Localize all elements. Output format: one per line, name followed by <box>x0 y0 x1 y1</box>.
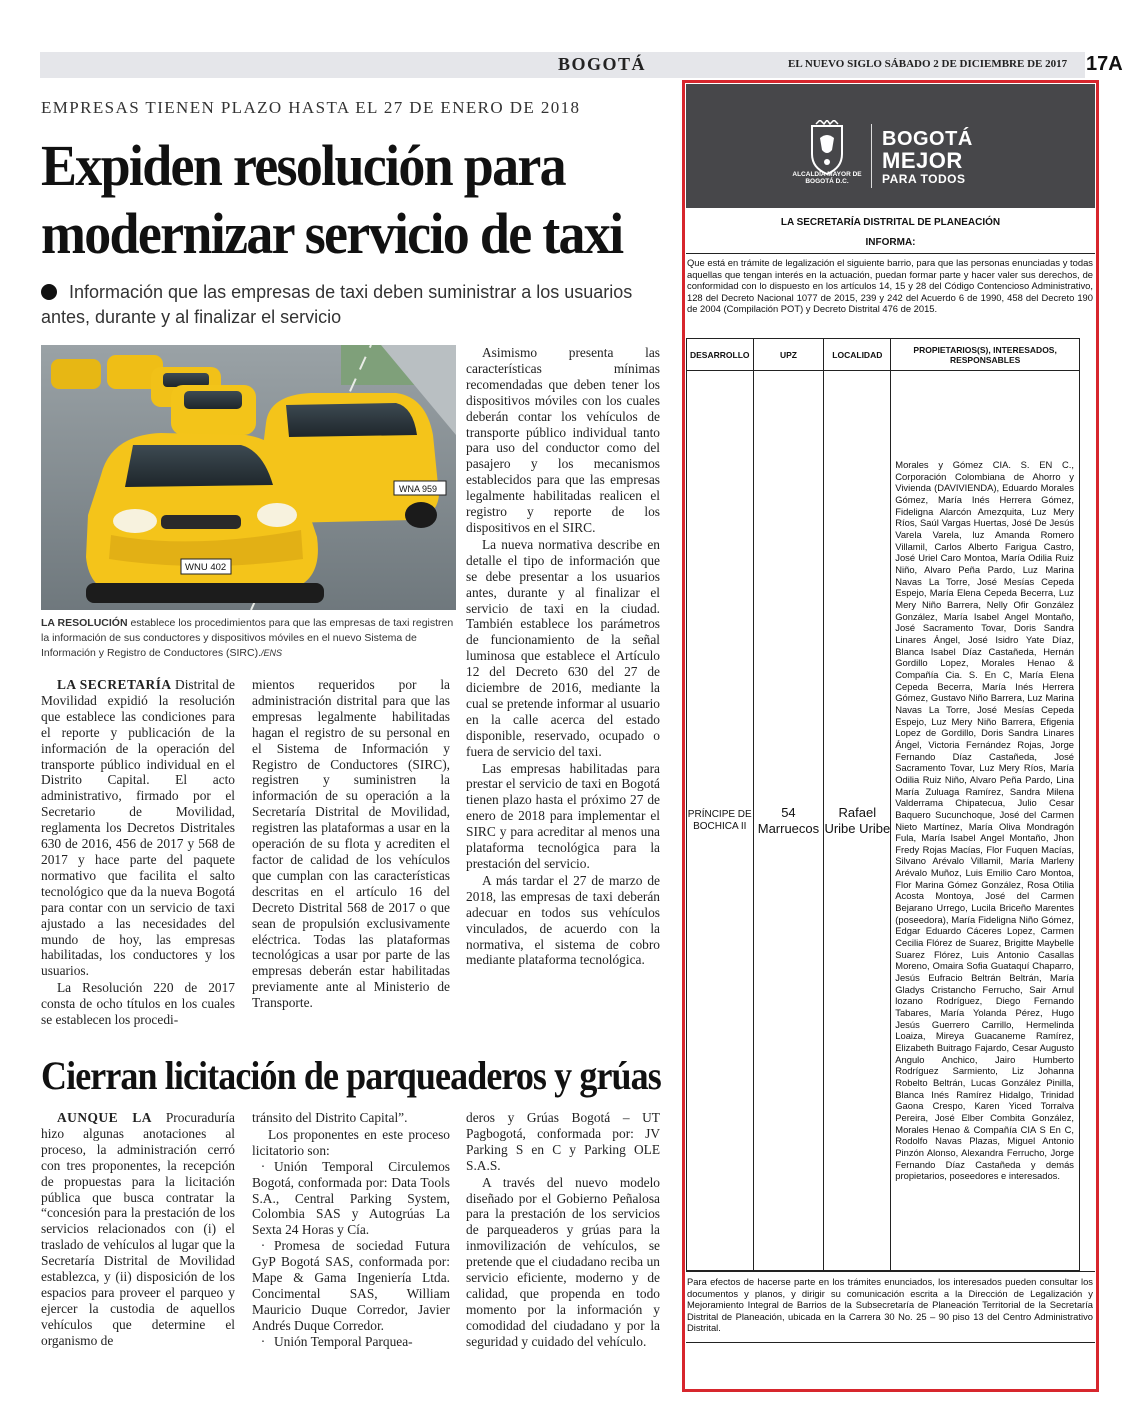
caption-credit: /ENS <box>261 648 283 658</box>
notice-footer: Para efectos de hacerse parte en los trámites enunciados, los interesados pueden consultar los documentos y planos, y dirigir su comunicación escrita a la Dirección de Legalización y Mejoramiento Integral de Barrios de la Subsecretaría de Planeación Territorial de la Secretaría Distrital de Planeación, ubicada en la Carrera 30 No. 25 – 90 piso 13 del Centro Administrativo Distrital. <box>687 1276 1093 1334</box>
bullet-dot-icon <box>41 284 57 300</box>
article-subhead <box>41 280 666 330</box>
caption-body: establece los procedimientos para que las empresas de taxi registren la información de sus conductores y dispositivos móviles en el nuevo Sistema de Información y Registro de Conductores (SIRC). <box>41 617 454 659</box>
article1-column-3 <box>466 345 660 968</box>
page-header-bar <box>40 52 1123 78</box>
paragraph: Procuraduría hizo algunas anotaciones al proceso, la administración cerró con tres proponentes, la recepción de propuestas para la licitación pública que busca contratar la “concesión para la prestación de los servicios relacionados con (i) el traslado de vehículos al lugar que la Secretaría Distrital de Movilidad establezca, y (ii) disposición de los espacios para proveer el parqueo y ejercer la custodia de aquellos vehículos que determine el organismo de <box>41 1110 235 1348</box>
notice-divider <box>686 1271 1095 1272</box>
notice-divider <box>686 253 1095 254</box>
page-number: 17A <box>1086 53 1123 75</box>
paragraph: deros y Grúas Bogotá – UT Pagbogotá, conformada por: JV Parking S en C y Parking OLE S.A.S. <box>466 1110 660 1173</box>
list-item-text: Unión Temporal Circulemos Bogotá, conformada por: Data Tools S.A., Central Parking System, Colombia SAS y Autogrúas La Sexta 24 Horas y Cía. <box>252 1158 450 1238</box>
paragraph: Los proponentes en este proceso licitatorio son: <box>252 1126 450 1158</box>
brand-divider <box>871 124 872 188</box>
notice-table <box>686 338 1080 1271</box>
photo-caption <box>41 616 459 661</box>
column-header: LOCALIDAD <box>824 339 891 371</box>
subhead-text: Información que las empresas de taxi deben suministrar a los usuarios antes, durante y al finalizar el servicio <box>41 282 633 327</box>
list-item <box>252 1238 450 1333</box>
bullet-icon: · <box>260 1158 266 1174</box>
column-header: DESARROLLO <box>687 339 754 371</box>
article1-column-1 <box>41 677 235 1028</box>
cell-desarrollo: PRÍNCIPE DE BOCHICA II <box>687 371 754 1271</box>
paragraph: La Resolución 220 de 2017 consta de ocho títulos en los cuales se establecen los procedi- <box>41 980 235 1028</box>
section-name: BOGOTÁ <box>558 54 647 74</box>
article-kicker: EMPRESAS TIENEN PLAZO HASTA EL 27 DE ENERO DE 2018 <box>41 98 581 117</box>
alcaldia-label: ALCALDÍA MAYOR DE BOGOTÁ D.C. <box>792 171 862 185</box>
taxi-photo <box>41 345 456 610</box>
article2-column-2 <box>252 1110 450 1350</box>
brand-para-todos: PARA TODOS <box>882 172 966 186</box>
article-headline: Expiden resolución para modernizar servicio de taxi <box>41 133 623 266</box>
list-item-text: Unión Temporal Parquea- <box>274 1333 413 1349</box>
notice-intro: Que está en trámite de legalización el siguiente barrio, para que las personas enunciadas y todas aquellas que tengan interés en la actuación, puedan formar parte y hacer valer sus derechos, de conformidad con lo dispuesto en los artículos 14, 15 y 28 del Código Contencioso Administrativo, 128 del Decreto Nacional 1077 de 2015, 239 y 242 del Acuerdo 6 de 1990, 458 del Decreto 190 de 2004 (Compilación POT) y Decreto Distrital 476 de 2015. <box>687 257 1093 315</box>
paragraph: mientos requeridos por la administración distrital para que las empresas legalmente habilitadas hagan el registro de su personal en el Sistema de Información y Registro de Conductores (SIRC), registren y suministren la información de su operación a la Secretaría Distrital de Movilidad, registren las plataformas a usar en la operación de su flota y acrediten el factor de calidad de los vehículos que cumplan con las características descritas en el artículo 16 del Decreto Distrital 568 de 2017 o que sean de propulsión exclusivamente eléctrica. Todas las plataformas tecnológicas a usar por parte de las empresas deberán estar habilitadas previamente ante al Ministerio de Transporte. <box>252 677 450 1011</box>
notice-subtitle: INFORMA: <box>865 237 916 248</box>
notice-title: LA SECRETARÍA DISTRITAL DE PLANEACIÓN <box>780 217 1001 228</box>
article2-column-3 <box>466 1110 660 1350</box>
table-row <box>687 371 1080 1271</box>
brand-bogota: BOGOTÁ <box>882 128 973 150</box>
plate-text-1: WNU 402 <box>185 562 227 573</box>
bullet-icon: · <box>260 1238 266 1254</box>
article1-column-2 <box>252 677 450 1011</box>
list-item <box>252 1159 450 1239</box>
lead-in: LA SECRETARÍA <box>57 677 172 692</box>
paragraph: A más tardar el 27 de marzo de 2018, las empresas de taxi deberán adecuar en todos sus vehículos vinculados, de acuerdo con la normativa, el sistema de cobro mediante plataforma tecnológica. <box>466 872 660 968</box>
paragraph: tránsito del Distrito Capital”. <box>252 1110 408 1125</box>
paragraph: Asimismo presenta las características mínimas recomendadas que deben tener los dispositivos móviles con los cuales deberán contar los vehículos de transporte público individual tanto para uso del conductor como del pasajero y los mecanismos establecidos para que las empresas legalmente habilitadas realicen el registro y reporte de los dispositivos en el SIRC. <box>466 345 660 535</box>
caption-lead: LA RESOLUCIÓN <box>41 617 128 629</box>
table-header-row <box>687 339 1080 371</box>
column-header: UPZ <box>753 339 824 371</box>
cell-propietarios: Morales y Gómez CIA. S. EN C., Corporación Colombiana de Ahorro y Vivienda (DAVIVIENDA), Eduardo Morales Gómez, María Inés Herrera Gómez, Fideligna Alarcón Amezquita, Luz Mery Ríos, Saúl Vargas Huertas, José De Jesús Varela Varela, luz Amanda Romero Villamil, Carlos Alberto Fariguа Castro, José Uriel Caro Montoa, María Odilia Ruiz Niño, Alvaro Peña Pardo, Luz Marina Navas La Torre, José Mesías Cepeda Espejo, María Elena Cepeda Becerra, Luz Mery Niño Barrera, Nelly Ofir González González, María Isabel Angel Montaño, José Sacramento Tovar, Doris Sandra Linares Ángel, José Isidro Yate Díaz, Blanca Isabel Díaz Castañeda, Hernán Gordillo Lopez, Morales Henao & Compañía Cia. S. En C, María Elena Cepeda Becerra, María Inés Herrera Gómez, Gustavo Niño Barrera, Luz Marina Navas La Torre, José Mesías Cepeda Espejo, Luz Mery Niño Barrera, Efigenia Lopez de Gordillo, Doris Sandra Linares Ángel, Victoria Fernández Rojas, Jorge Fernando Díaz Castañeda, José Sacramento Tovar, Luz Mery Ríos, María Odilia Ruiz Niño, Alvaro Peña Pardo, Lina María Zuluaga Ramírez, Sandra Milena Valderrama Chipatecua, Julio Cesar Baquero Sucunchoque, José del Carmen Nieto Martínez, María Oliva Mondragón Fula, María Isabel Angel Montaño, Jhon Fredy Rojas Macías, Flor Fuquen Macías, Silvano Arévalo Villamil, María Marleny Arévalo Muñoz, Luis Emilio Caro Montoa, Flor Marina Gómez González, Rosa Otilia Acosta Montoya, José del Carmen Bejarano Urrego, Lucila Briceño Marentes (poseedora), María Fideligna Niño Gómez, Edgar Eduardo Cáceres Lopez, Carmen Cecilia Flórez de Suarez, Brigitte Maybelle Suarez Flórez, Luis Antonio Casallas Moreno, Omaira Sofia Guataquí Chaparro, Jesús Eufracio Beltrán Beltrán, María Gladys Cristancho Ferrucho, Sair Arnul lozano Rodríguez, Diego Fernando Tabares, María Yolanda Pérez, Hugo Jesús Guerrero Carrillo, Hermelinda Loaiza, Mireya Guacaneme Ramírez, Elizabeth Buitrago Fajardo, Cesar Augusto Angulo Anchico, Jairo Humberto Rodríguez Sarmiento, Liz Johanna Robelto Beltrán, Lucas González Pinilla, Blanca Inés Ramírez Hidalgo, Trinidad Gaona Crespo, Karen Yiced Torralva Pereira, José Elber Combita González, Morales Henao & Compañía CIA S En C, Rodolfo Navas Plazas, Miguel Antonio Pinzón Alonso, Alexandra Ferrucho, Jorge Fernando Díaz Castañeda y demás propietarios, poseedores e interesados. <box>891 371 1080 1271</box>
paragraph: Distrital de Movilidad expidió la resolución que establece las condiciones para el reporte y publicación de la información de la operación del transporte público individual en el Distrito Capital. El acto administrativo, firmado por el Secretario de Movilidad, reglamenta los Decretos Distritales 630 de 2016, 456 de 2017 y 568 de 2017 y hace parte del paquete normativo que facilita el salto tecnológico que da la nueva Bogotá para contar con un servicio de taxi ajustado a las necesidades del mundo de hoy, las empresas habilitadas, los conductores y los usuarios. <box>41 677 235 979</box>
lead-in: AUNQUE LA <box>57 1110 152 1125</box>
paragraph: Las empresas habilitadas para prestar el servicio de taxi en Bogotá tienen plazo hasta el próximo 27 de enero de 2018 para implementar el SIRC y para acreditar al menos una plataforma tecnológica para la prestación del servicio. <box>466 760 660 871</box>
plate-text-2: WNA 959 <box>399 484 438 494</box>
paragraph: La nueva normativa describe en detalle el tipo de información que se debe presentar a los usuarios antes, durante y al finalizar el servicio de taxi en la ciudad. También establece los parámetros de funcionamiento de la señal luminosa que establece el Artículo 12 del Decreto 630 del 27 de diciembre de 2016, mediante la cual se pretende informar al usuario en la calle acerca del estado disponible, reservado, ocupado o fuera de servicio del taxi. <box>466 536 660 759</box>
list-item <box>252 1334 450 1350</box>
bullet-icon: · <box>260 1333 266 1349</box>
newspaper-folio: EL NUEVO SIGLO SÁBADO 2 DE DICIEMBRE DE 2017 <box>788 58 1068 70</box>
notice-divider <box>686 1342 1095 1343</box>
article2-headline: Cierran licitación de parqueaderos y grúas <box>41 1053 661 1098</box>
list-item-text: Promesa de sociedad Futura GyP Bogotá SAS, conformada por: Mape & Gama Ingeniería Ltda. Concimental SAS, William Mauricio Duque Corredor, Javier Andrés Duque Corredor. <box>252 1238 450 1333</box>
brand-mejor: MEJOR <box>882 148 963 173</box>
paragraph: A través del nuevo modelo diseñado por el Gobierno Peñalosa para la prestación de los servicios de parqueaderos y grúas para la inmovilización de vehículos, se pretende que el ciudadano reciba un servicio eficiente, moderno y de calidad, que propenda en todo momento por la información y comodidad del ciudadano y por la seguridad y cuidado del vehículo. <box>466 1174 660 1349</box>
cell-localidad: Rafael Uribe Uribe <box>824 371 891 1271</box>
article2-column-1 <box>41 1110 235 1349</box>
cell-upz: 54 Marruecos <box>753 371 824 1271</box>
column-header: PROPIETARIOS(S), INTERESADOS, RESPONSABLES <box>891 339 1080 371</box>
